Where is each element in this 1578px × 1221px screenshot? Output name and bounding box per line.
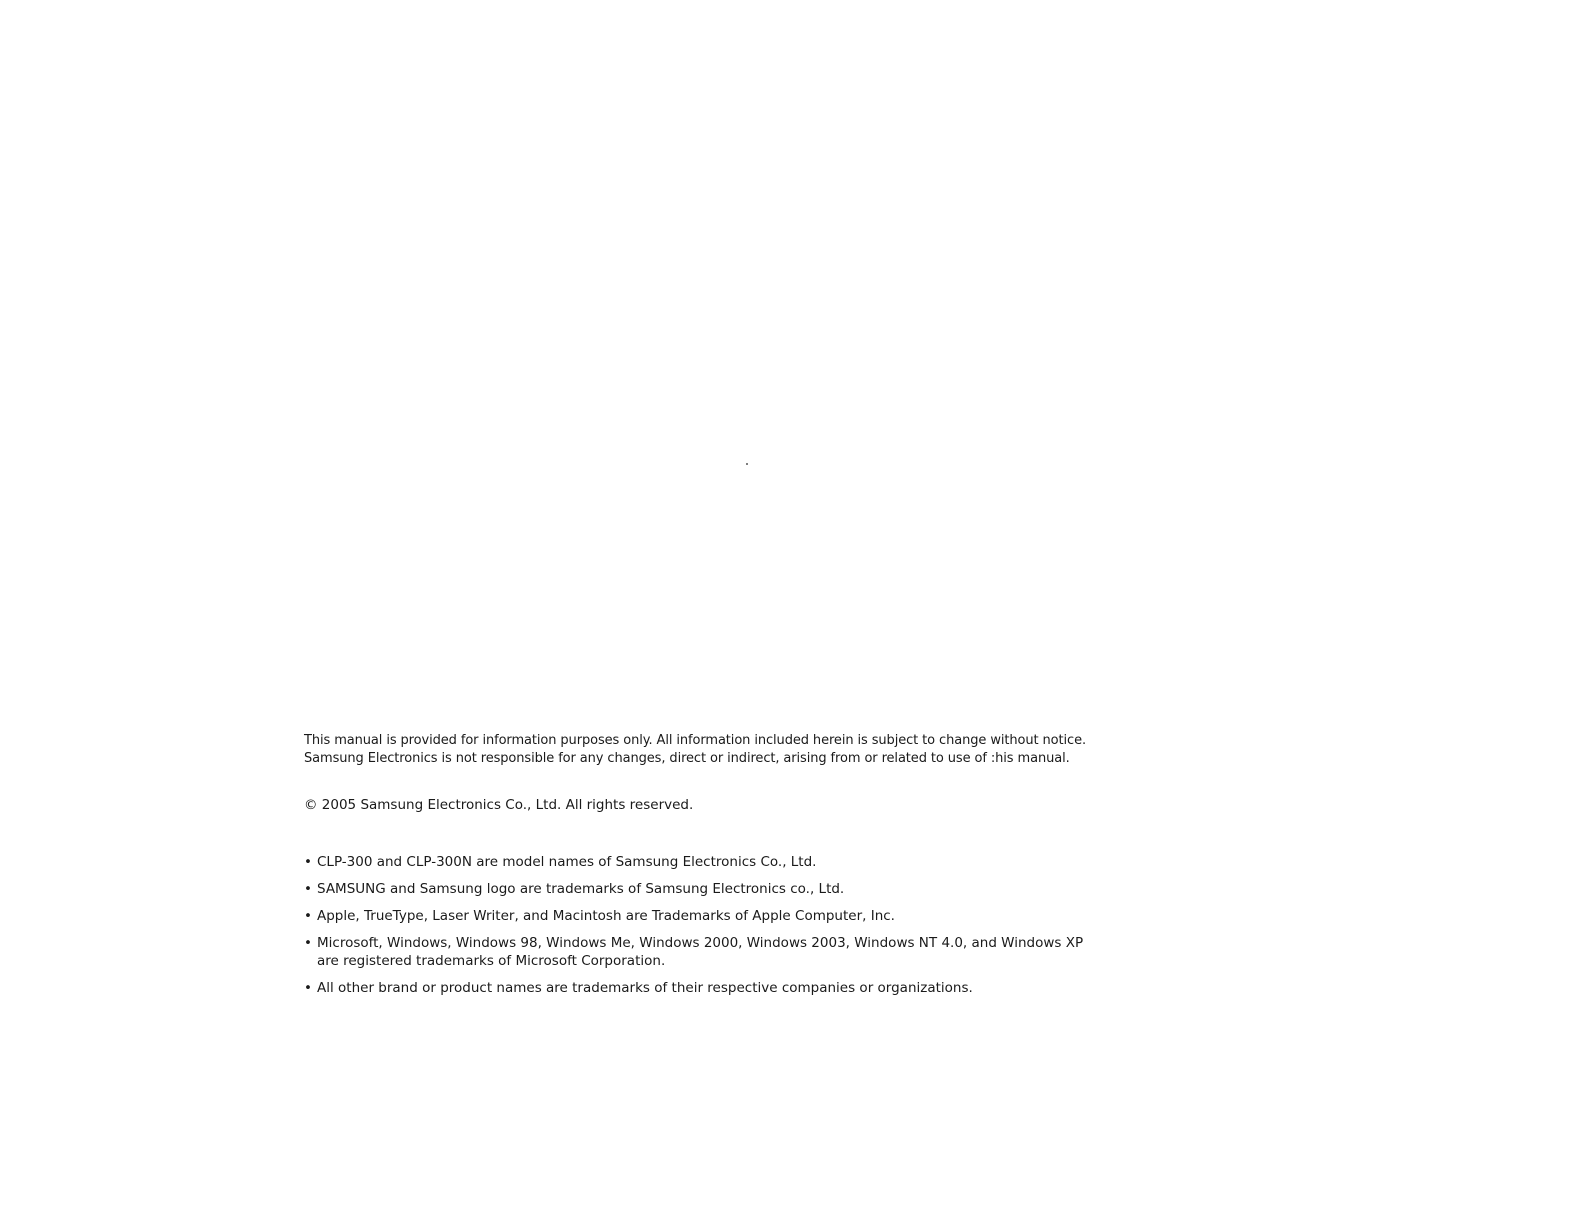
bullet-icon: • bbox=[304, 980, 312, 996]
bullet-icon: • bbox=[304, 881, 312, 897]
trademark-item-microsoft bbox=[304, 934, 1184, 970]
trademark-item-clp300 bbox=[304, 853, 1184, 871]
trademark-item-apple bbox=[304, 907, 1184, 925]
trademark-text: All other brand or product names are trademarks of their respective companies or organizations. bbox=[317, 980, 973, 996]
bullet-icon: • bbox=[304, 854, 312, 870]
disclaimer-paragraph bbox=[304, 732, 1184, 768]
trademark-text: SAMSUNG and Samsung logo are trademarks of Samsung Electronics co., Ltd. bbox=[317, 881, 845, 897]
trademark-text: CLP-300 and CLP-300N are model names of Samsung Electronics Co., Ltd. bbox=[317, 854, 817, 870]
disclaimer-line-2: Samsung Electronics is not responsible for any changes, direct or indirect, arising from or related to use of :his manual. bbox=[304, 751, 1070, 766]
copyright-notice: © 2005 Samsung Electronics Co., Ltd. All rights reserved. bbox=[304, 797, 694, 813]
bullet-icon: • bbox=[304, 935, 312, 951]
trademark-item-others bbox=[304, 979, 1184, 997]
bullet-icon: • bbox=[304, 908, 312, 924]
trademark-text-line-2: are registered trademarks of Microsoft Corporation. bbox=[317, 953, 666, 969]
stray-dot-mark bbox=[746, 463, 748, 465]
trademark-list bbox=[304, 853, 1184, 997]
disclaimer-line-1: This manual is provided for information purposes only. All information included herein is subject to change without notice. bbox=[304, 733, 1087, 748]
trademark-item-samsung bbox=[304, 880, 1184, 898]
trademark-text-line-1: Microsoft, Windows, Windows 98, Windows Me, Windows 2000, Windows 2003, Windows NT 4.0, and Windows XP bbox=[317, 935, 1084, 951]
legal-notice-block bbox=[304, 732, 1184, 1006]
trademark-text: Apple, TrueType, Laser Writer, and Macintosh are Trademarks of Apple Computer, Inc. bbox=[317, 908, 895, 924]
